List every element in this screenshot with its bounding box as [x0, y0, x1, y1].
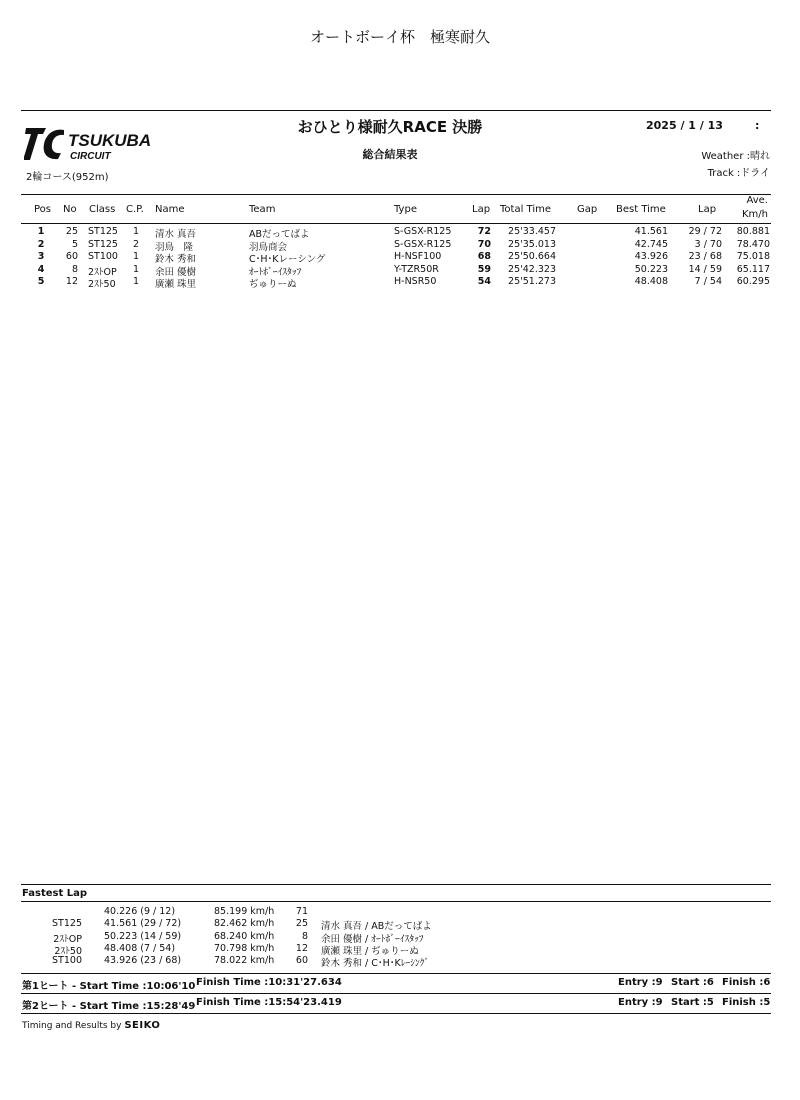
cell-pos: 3 [37, 251, 45, 262]
fastest-lap-row [0, 906, 800, 918]
fastest-lap-rider: 余田 優樹 / ｵｰﾄﾎﾞｰｲｽﾀｯﾌ [321, 933, 424, 945]
cell-best-lap: 3 / 70 [694, 238, 722, 250]
fastest-lap-row [0, 943, 800, 955]
col-header-best-lap: Lap [698, 204, 717, 215]
cell-type: S-GSX-R125 [394, 226, 452, 237]
cell-name: 羽鳥 隆 [155, 241, 194, 253]
cell-class: ST100 [88, 251, 118, 262]
cell-pos: 1 [37, 226, 45, 237]
fastest-lap-no: 71 [295, 906, 308, 917]
heat-label: 第2ヒート - Start Time :15:28'49 [22, 1001, 196, 1012]
fastest-lap-no: 60 [295, 955, 308, 967]
heat-label: 第1ヒート - Start Time :10:06'10 [22, 981, 196, 992]
cell-name: 余田 優樹 [155, 266, 197, 278]
fastest-lap-time: 50.223 (14 / 59) [104, 930, 182, 942]
track-info: Track :ドライ [707, 168, 770, 179]
header-top-rule [21, 110, 771, 111]
cell-best: 50.223 [634, 263, 668, 275]
cell-total: 25'51.273 [508, 276, 556, 287]
cell-no: 25 [65, 226, 78, 237]
cell-best: 43.926 [634, 251, 668, 262]
col-header-class: Class [89, 204, 116, 215]
fastest-lap-no: 25 [295, 918, 308, 930]
cell-team: ABだってばよ [249, 229, 310, 240]
cell-team: ぢゅりーぬ [249, 279, 297, 290]
cell-best-lap: 14 / 59 [688, 263, 722, 275]
cell-name: 廣瀬 珠里 [155, 279, 197, 290]
fastest-lap-row [0, 918, 800, 933]
cell-type: H-NSF100 [394, 251, 442, 262]
cell-no: 12 [65, 276, 78, 287]
heat1-top-rule [21, 973, 771, 974]
cell-lap: 59 [477, 263, 491, 275]
cell-total: 25'42.323 [508, 263, 556, 275]
cell-best: 48.408 [634, 276, 668, 287]
footer-credit [22, 1020, 160, 1031]
cell-team: ｵｰﾄﾎﾞｰｲｽﾀｯﾌ [249, 266, 302, 278]
table-row [0, 239, 800, 251]
fastest-lap-speed: 78.022 km/h [214, 955, 275, 967]
seiko-logo-text: SEIKO [124, 1020, 161, 1031]
cell-name: 清水 真吾 [155, 229, 197, 240]
fastest-lap-time: 48.408 (7 / 54) [104, 942, 176, 954]
fastest-lap-class: ST100 [52, 955, 82, 967]
col-header-cp: C.P. [126, 204, 144, 215]
race-title: おひとり様耐久RACE 決勝 [297, 118, 483, 136]
weather-info: Weather :晴れ [701, 151, 770, 162]
fastest-lap-time: 43.926 (23 / 68) [104, 955, 182, 967]
cell-best: 41.561 [634, 226, 668, 237]
cell-class: 2ｽﾄOP [88, 266, 117, 278]
heat-entry: Entry :9 [618, 977, 663, 988]
table-row [0, 276, 800, 288]
cell-lap: 72 [477, 226, 491, 237]
fastest-lap-speed: 85.199 km/h [214, 906, 275, 917]
heat-start: Start :6 [671, 977, 714, 988]
cell-class: ST125 [88, 226, 118, 237]
cell-team: 羽鳥商会 [249, 241, 288, 253]
cell-type: Y-TZR50R [394, 263, 439, 275]
cell-ave: 60.295 [736, 276, 770, 287]
cell-lap: 54 [477, 276, 491, 287]
date-suffix: : [755, 119, 760, 132]
cell-cp: 1 [133, 276, 140, 287]
col-header-total-time: Total Time [500, 204, 552, 215]
cell-lap: 68 [477, 251, 491, 262]
cell-ave: 80.881 [736, 226, 770, 237]
fastest-lap-row [0, 931, 800, 943]
cell-class: ST125 [88, 238, 118, 250]
fastest-lap-row [0, 955, 800, 970]
col-header-type: Type [394, 204, 417, 215]
fastest-lap-title: Fastest Lap [22, 888, 87, 899]
table-row [0, 264, 800, 276]
heat-row [0, 977, 800, 991]
col-header-ave: Ave. [746, 195, 768, 206]
cell-team: C･H･Kレーシング [249, 254, 326, 265]
col-header-team: Team [249, 204, 276, 215]
cell-best: 42.745 [634, 238, 668, 250]
cell-best-lap: 23 / 68 [688, 251, 722, 262]
fastest-lap-rider: 清水 真吾 / ABだってばよ [321, 921, 432, 933]
heat2-bottom-rule [21, 1013, 771, 1014]
col-header-no: No [63, 204, 77, 215]
cell-lap: 70 [477, 238, 491, 250]
cell-best-lap: 29 / 72 [688, 226, 722, 237]
table-row [0, 251, 800, 263]
fastest-lap-time: 40.226 (9 / 12) [104, 906, 176, 917]
cell-total: 25'33.457 [508, 226, 556, 237]
fastest-lap-speed: 68.240 km/h [214, 930, 275, 942]
heat-divider-rule [21, 993, 771, 994]
table-header-bottom-rule [21, 223, 771, 224]
page-top-title: オートボーイ杯 極寒耐久 [309, 28, 490, 46]
heat-finish-time: Finish Time :15:54'23.419 [196, 997, 342, 1008]
fastest-lap-top-rule [21, 884, 771, 885]
cell-no: 5 [71, 238, 78, 250]
cell-no: 8 [71, 263, 78, 275]
logo-main-text: TSUKUBA [68, 131, 152, 150]
cell-cp: 1 [133, 226, 140, 237]
fastest-lap-speed: 70.798 km/h [214, 942, 275, 954]
cell-total: 25'50.664 [508, 251, 556, 262]
fastest-lap-no: 12 [295, 942, 308, 954]
col-header-best-time: Best Time [616, 204, 666, 215]
heat-finish: Finish :6 [722, 977, 771, 988]
table-header-top-rule [21, 194, 771, 195]
cell-ave: 65.117 [736, 263, 770, 275]
cell-no: 60 [65, 251, 78, 262]
cell-cp: 1 [133, 263, 140, 275]
col-header-pos: Pos [34, 204, 52, 215]
cell-pos: 5 [37, 276, 45, 287]
logo-sub-text: CIRCUIT [70, 151, 111, 162]
cell-total: 25'35.013 [508, 238, 556, 250]
course-info: 2輪コース(952m) [26, 172, 109, 183]
fastest-lap-no: 8 [301, 930, 308, 942]
cell-best-lap: 7 / 54 [694, 276, 722, 287]
fastest-lap-class: ST125 [52, 918, 82, 930]
fastest-lap-rider: 廣瀬 珠里 / ぢゅりーぬ [321, 945, 419, 957]
fastest-lap-title-rule [21, 901, 771, 902]
fastest-lap-class: 2ｽﾄ50 [54, 945, 82, 957]
heat-start: Start :5 [671, 997, 714, 1008]
cell-cp: 1 [133, 251, 140, 262]
heat-finish: Finish :5 [722, 997, 771, 1008]
col-header-lap: Lap [472, 204, 491, 215]
cell-name: 鈴木 秀和 [155, 254, 197, 265]
heat-entry: Entry :9 [618, 997, 663, 1008]
col-header-gap: Gap [577, 204, 598, 215]
race-date: 2025 / 1 / 13 [646, 119, 723, 132]
cell-pos: 4 [37, 263, 45, 275]
cell-ave: 78.470 [736, 238, 770, 250]
cell-cp: 2 [133, 238, 140, 250]
result-subtitle: 総合結果表 [362, 148, 418, 161]
footer-text: Timing and Results by [22, 1021, 122, 1031]
col-header-name: Name [155, 204, 185, 215]
fastest-lap-time: 41.561 (29 / 72) [104, 918, 182, 930]
cell-type: H-NSR50 [394, 276, 437, 287]
heat-finish-time: Finish Time :10:31'27.634 [196, 977, 342, 988]
fastest-lap-speed: 82.462 km/h [214, 918, 275, 930]
heat-row [0, 997, 800, 1011]
cell-ave: 75.018 [736, 251, 770, 262]
cell-type: S-GSX-R125 [394, 238, 452, 250]
cell-pos: 2 [37, 238, 45, 250]
cell-class: 2ｽﾄ50 [88, 279, 116, 290]
col-header-ave-unit: Km/h [741, 209, 768, 220]
table-row [0, 226, 800, 238]
fastest-lap-class: 2ｽﾄOP [53, 933, 82, 945]
fastest-lap-rider: 鈴木 秀和 / C･H･Kﾚｰｼﾝｸﾞ [321, 958, 430, 970]
